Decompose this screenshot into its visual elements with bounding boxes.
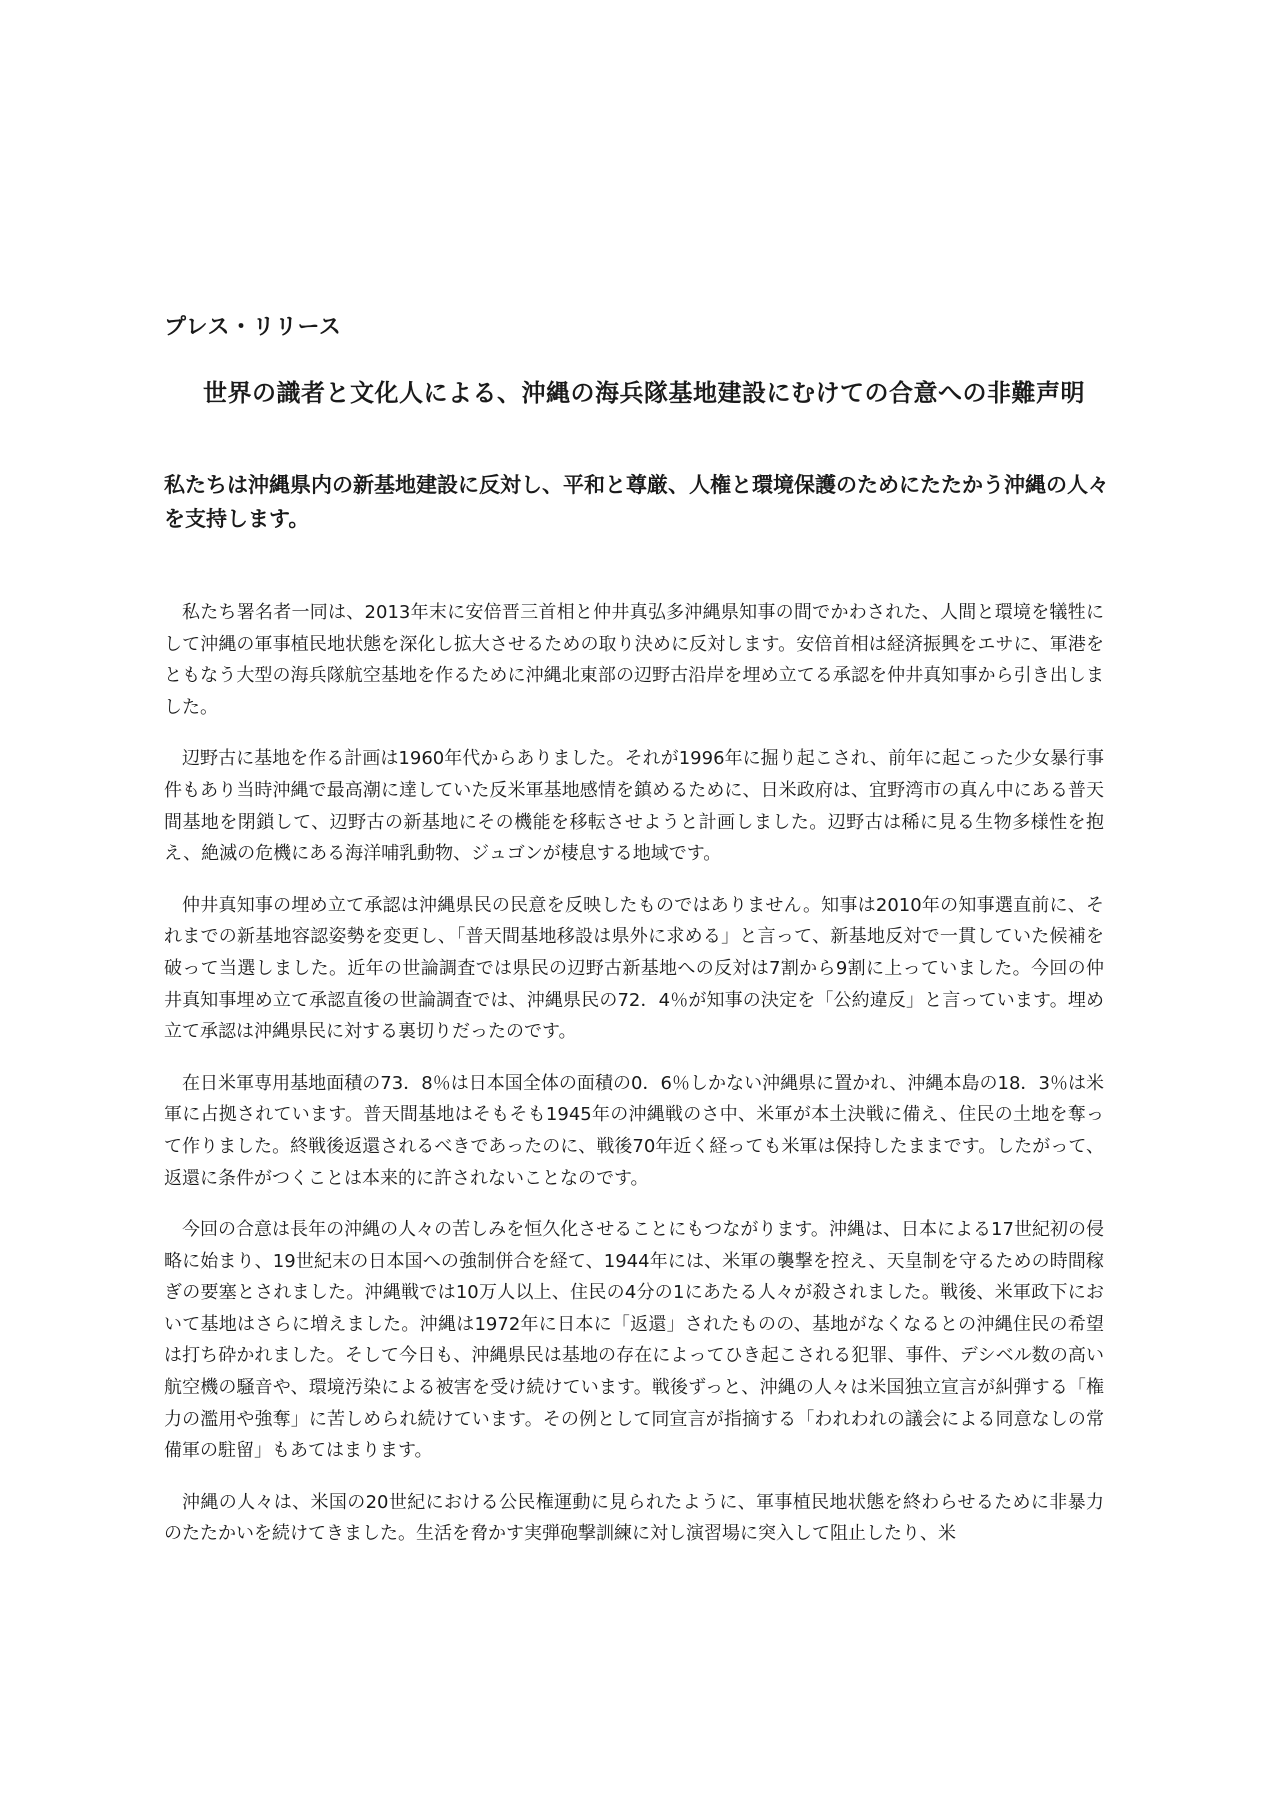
press-release-label: プレス・リリース [164,315,342,340]
paragraph: 辺野古に基地を作る計画は1960年代からありました。それが1996年に掘り起こされ、前年に起こった少女暴行事件もあり当時沖縄で最高潮に達していた反米軍基地感情を鎮めるために、日米政府は、宜野湾市の真ん中にある普天間基地を閉鎖して、辺野古の新基地にその機能を移転させようと計画しました。辺野古は稀に見る生物多様性を抱え、絶滅の危機にある海洋哺乳動物、ジュゴンが棲息する地域です。 [164,748,1104,865]
document-title: 世界の識者と文化人による、沖縄の海兵隊基地建設にむけての合意への非難声明 [203,379,1085,407]
paragraph: 今回の合意は長年の沖縄の人々の苦しみを恒久化させることにもつながります。沖縄は、日本による17世紀初の侵略に始まり、19世紀末の日本国への強制併合を経て、1944年には、米軍の襲撃を控え、天皇制を守るための時間稼ぎの要塞とされました。沖縄戦では10万人以上、住民の4分の1にあたる人々が殺されました。戦後、米軍政下において基地はさらに増えました。沖縄は1972年に日本に「返還」されたものの、基地がなくなるとの沖縄住民の希望は打ち砕かれました。そして今日も、沖縄県民は基地の存在によってひき起こされる犯罪、事件、デシベル数の高い航空機の騒音や、環境汚染による被害を受け続けています。戦後ずっと、沖縄の人々は米国独立宣言が糾弾する「権力の濫用や強奪」に苦しめられ続けています。その例として同宣言が指摘する「われわれの議会による同意なしの常備軍の駐留」もあてはまります。 [164,1219,1104,1462]
paragraph: 仲井真知事の埋め立て承認は沖縄県民の民意を反映したものではありません。知事は2010年の知事選直前に、それまでの新基地容認姿勢を変更し、「普天間基地移設は県外に求める」と言って、新基地反対で一貫していた候補を破って当選しました。近年の世論調査では県民の辺野古新基地への反対は7割から9割に上っていました。今回の仲井真知事埋め立て承認直後の世論調査では、沖縄県民の72．4％が知事の決定を「公約違反」と言っています。埋め立て承認は沖縄県民に対する裏切りだったのです。 [164,894,1104,1043]
paragraph: 私たち署名者一同は、2013年末に安倍晋三首相と仲井真弘多沖縄県知事の間でかわされた、人間と環境を犠牲にして沖縄の軍事植民地状態を深化し拡大させるための取り決めに反対します。安倍首相は経済振興をエサに、軍港をともなう大型の海兵隊航空基地を作るために沖縄北東部の辺野古沿岸を埋め立てる承認を仲井真知事から引き出しました。 [164,602,1104,718]
body-text [164,597,1104,1570]
paragraph: 沖縄の人々は、米国の20世紀における公民権運動に見られたように、軍事植民地状態を終わらせるために非暴力のたたかいを続けてきました。生活を脅かす実弾砲撃訓練に対し演習場に突入して阻止したり、米 [164,1491,1104,1545]
paragraph: 在日米軍専用基地面積の73．8％は日本国全体の面積の0．6％しかない沖縄県に置かれ、沖縄本島の18．3％は米軍に占拠されています。普天間基地はそもそも1945年の沖縄戦のさ中、米軍が本土決戦に備え、住民の土地を奪って作りました。終戦後返還されるべきであったのに、戦後70年近く経っても米軍は保持したままです。したがって、返還に条件がつくことは本来的に許されないことなのです。 [164,1072,1104,1189]
lead-statement: 私たちは沖縄県内の新基地建設に反対し、平和と尊厳、人権と環境保護のためにたたかう沖縄の人々を支持します。 [164,473,1109,531]
